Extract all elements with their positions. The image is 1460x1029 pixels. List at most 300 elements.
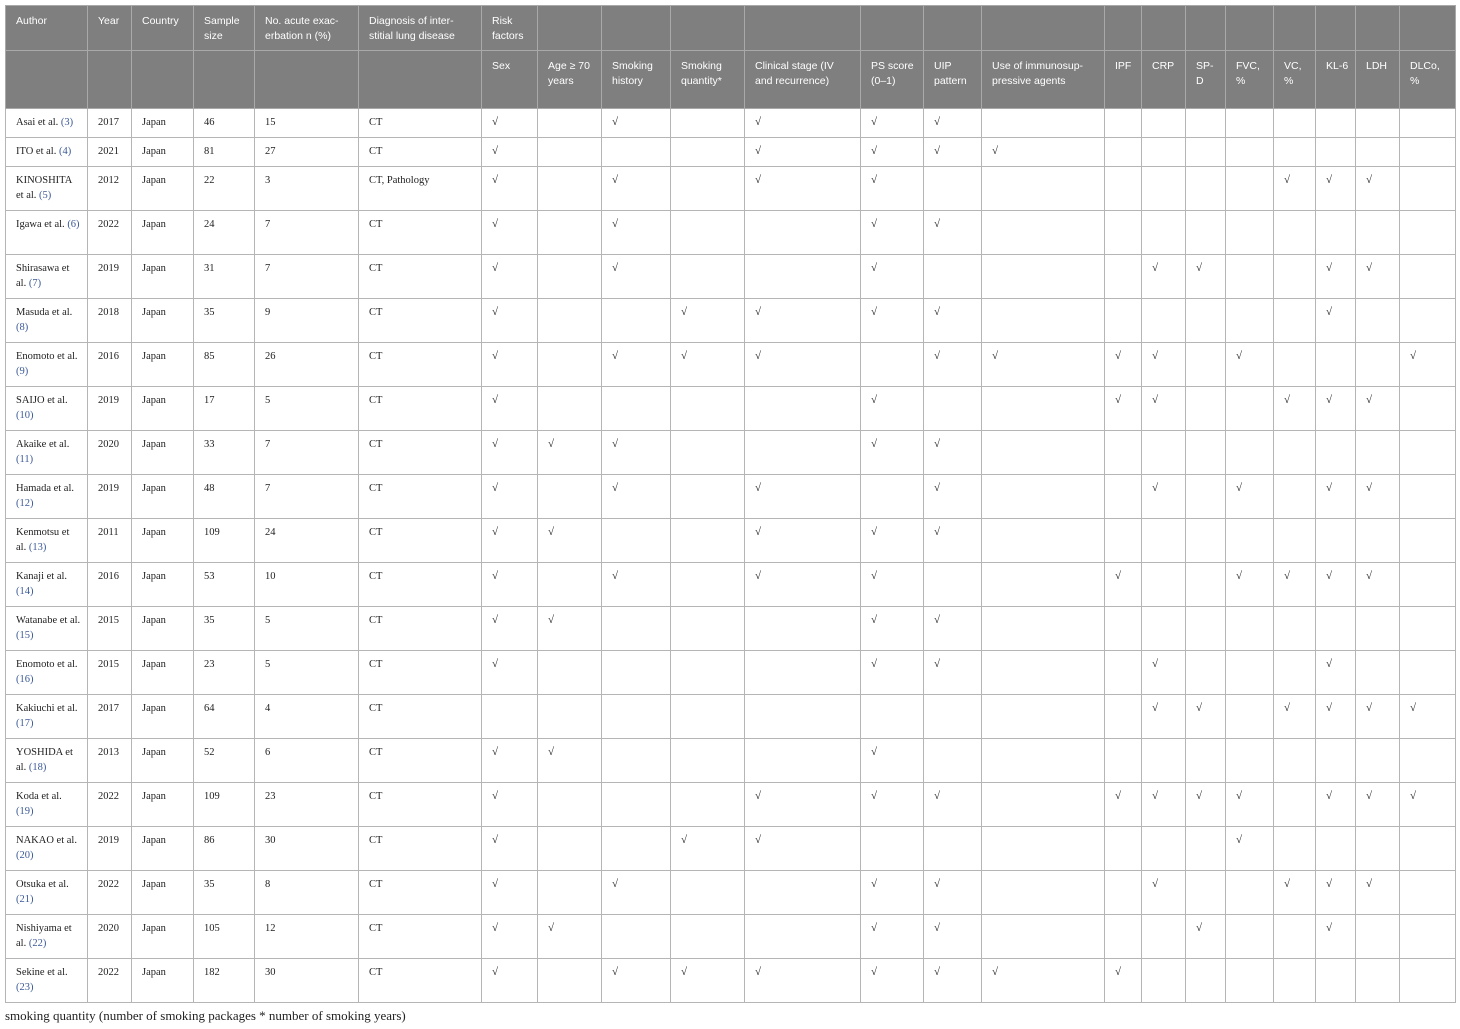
- acute-exacerbation-cell: 26: [255, 343, 359, 387]
- check-mark: √: [681, 306, 688, 318]
- header-risk-factor: IPF: [1105, 51, 1142, 109]
- header-risk-factor: SP-D: [1186, 51, 1226, 109]
- risk-factor-cell: [602, 138, 671, 167]
- sample-size-cell: 22: [194, 167, 255, 211]
- risk-factor-cell: [602, 167, 671, 211]
- diagnosis-cell: CT: [359, 138, 482, 167]
- risk-factor-cell: [1226, 695, 1274, 739]
- diagnosis-cell: CT: [359, 255, 482, 299]
- check-mark: √: [871, 116, 878, 128]
- risk-factor-cell: [745, 651, 861, 695]
- country-cell: Japan: [132, 651, 194, 695]
- check-mark: √: [871, 438, 878, 450]
- risk-factor-cell: [1186, 607, 1226, 651]
- risk-factor-cell: [1274, 109, 1316, 138]
- risk-factor-cell: [1400, 167, 1456, 211]
- risk-factor-cell: [1274, 299, 1316, 343]
- reference-link[interactable]: (9): [16, 366, 29, 377]
- risk-factor-cell: [1400, 959, 1456, 1003]
- check-mark: √: [492, 658, 499, 670]
- risk-factor-cell: [1186, 871, 1226, 915]
- acute-exacerbation-cell: 7: [255, 475, 359, 519]
- acute-exacerbation-cell: 5: [255, 387, 359, 431]
- check-mark: √: [1236, 570, 1243, 582]
- table-row: [6, 167, 1456, 211]
- risk-factor-cell: [1142, 739, 1186, 783]
- table-row: [6, 138, 1456, 167]
- risk-factor-cell: [1356, 138, 1400, 167]
- risk-factor-cell: [1186, 915, 1226, 959]
- risk-factor-cell: [1186, 959, 1226, 1003]
- risk-factor-cell: [1356, 695, 1400, 739]
- header-author: Author: [6, 6, 88, 51]
- risk-factor-cell: [1316, 915, 1356, 959]
- acute-exacerbation-cell: 8: [255, 871, 359, 915]
- author-name: Koda et al.: [16, 791, 62, 802]
- risk-factor-cell: [1400, 695, 1456, 739]
- risk-factor-cell: [602, 959, 671, 1003]
- risk-factor-cell: [1316, 651, 1356, 695]
- risk-factor-cell: [538, 299, 602, 343]
- sample-size-cell: 31: [194, 255, 255, 299]
- risk-factor-cell: [1400, 299, 1456, 343]
- risk-factor-cell: [1400, 519, 1456, 563]
- reference-link[interactable]: (4): [58, 146, 72, 157]
- author-cell: [6, 255, 88, 299]
- risk-factor-cell: [1186, 299, 1226, 343]
- sample-size-cell: 35: [194, 871, 255, 915]
- risk-factor-cell: [1226, 827, 1274, 871]
- risk-factor-cell: [982, 695, 1105, 739]
- risk-factor-cell: [1274, 211, 1316, 255]
- check-mark: √: [1196, 262, 1203, 274]
- risk-factor-cell: [924, 255, 982, 299]
- sample-size-cell: 109: [194, 519, 255, 563]
- reference-link[interactable]: (22): [28, 938, 47, 949]
- reference-link[interactable]: (17): [16, 718, 34, 729]
- author-name: Shirasawa et al.: [16, 263, 70, 289]
- author-name: Enomoto et al.: [16, 351, 78, 362]
- check-mark: √: [871, 306, 878, 318]
- risk-factor-cell: [861, 651, 924, 695]
- risk-factor-cell: [924, 827, 982, 871]
- risk-factor-cell: [1316, 739, 1356, 783]
- check-mark: √: [1152, 878, 1159, 890]
- risk-factor-cell: [482, 211, 538, 255]
- check-mark: √: [612, 438, 619, 450]
- diagnosis-cell: CT: [359, 343, 482, 387]
- author-cell: [6, 167, 88, 211]
- check-mark: √: [1196, 702, 1203, 714]
- check-mark: √: [755, 350, 762, 362]
- risk-factor-cell: [1226, 431, 1274, 475]
- reference-link[interactable]: (19): [16, 806, 34, 817]
- risk-factor-cell: [861, 109, 924, 138]
- risk-factor-cell: [1226, 871, 1274, 915]
- header-blank-cell: [745, 6, 861, 51]
- risk-factor-cell: [1316, 959, 1356, 1003]
- risk-factor-cell: [1142, 607, 1186, 651]
- risk-factor-cell: [1316, 607, 1356, 651]
- risk-factor-cell: [982, 519, 1105, 563]
- header-blank-cell: [194, 51, 255, 109]
- check-mark: √: [681, 966, 688, 978]
- reference-link[interactable]: (3): [60, 117, 74, 128]
- risk-factor-cell: [861, 871, 924, 915]
- header-risk-factor: LDH: [1356, 51, 1400, 109]
- risk-factor-cell: [1356, 651, 1400, 695]
- reference-link[interactable]: (15): [16, 630, 34, 641]
- risk-factor-cell: [538, 138, 602, 167]
- sample-size-cell: 182: [194, 959, 255, 1003]
- header-blank-cell: [1274, 6, 1316, 51]
- sample-size-cell: 109: [194, 783, 255, 827]
- check-mark: √: [1284, 174, 1291, 186]
- risk-factor-cell: [482, 519, 538, 563]
- acute-exacerbation-cell: 27: [255, 138, 359, 167]
- author-name: KINOSHITA et al.: [16, 175, 72, 201]
- check-mark: √: [492, 526, 499, 538]
- diagnosis-cell: CT: [359, 109, 482, 138]
- risk-factor-cell: [1274, 651, 1316, 695]
- risk-factor-cell: [538, 739, 602, 783]
- check-mark: √: [612, 116, 619, 128]
- risk-factor-cell: [671, 519, 745, 563]
- risk-factor-cell: [924, 299, 982, 343]
- reference-link[interactable]: (21): [16, 894, 34, 905]
- risk-factor-cell: [1356, 343, 1400, 387]
- check-mark: √: [492, 746, 499, 758]
- check-mark: √: [1152, 658, 1159, 670]
- risk-factor-cell: [1186, 343, 1226, 387]
- risk-factor-cell: [861, 387, 924, 431]
- header-risk-factor: Smoking quantity*: [671, 51, 745, 109]
- header-row-top: [6, 6, 1456, 51]
- risk-factor-cell: [602, 109, 671, 138]
- risk-factor-cell: [982, 871, 1105, 915]
- check-mark: √: [492, 966, 499, 978]
- check-mark: √: [492, 438, 499, 450]
- reference-link[interactable]: (13): [28, 542, 47, 553]
- reference-link[interactable]: (5): [39, 190, 52, 201]
- risk-factor-cell: [1316, 475, 1356, 519]
- risk-factor-cell: [538, 387, 602, 431]
- header-blank-cell: [6, 51, 88, 109]
- risk-factor-cell: [924, 519, 982, 563]
- risk-factor-cell: [1356, 475, 1400, 519]
- risk-factor-cell: [1142, 255, 1186, 299]
- author-cell: [6, 915, 88, 959]
- risk-factor-cell: [1186, 739, 1226, 783]
- year-cell: 2011: [88, 519, 132, 563]
- risk-factor-cell: [1400, 431, 1456, 475]
- risk-factor-cell: [924, 475, 982, 519]
- table-row: [6, 915, 1456, 959]
- sample-size-cell: 81: [194, 138, 255, 167]
- risk-factor-cell: [1142, 167, 1186, 211]
- author-cell: [6, 431, 88, 475]
- risk-factor-cell: [745, 387, 861, 431]
- reference-link[interactable]: (6): [67, 219, 80, 230]
- risk-factor-cell: [602, 431, 671, 475]
- risk-factor-cell: [1105, 959, 1142, 1003]
- risk-factor-cell: [1186, 109, 1226, 138]
- author-cell: [6, 563, 88, 607]
- acute-exacerbation-cell: 4: [255, 695, 359, 739]
- risk-factor-cell: [602, 519, 671, 563]
- acute-exacerbation-cell: 3: [255, 167, 359, 211]
- reference-link[interactable]: (10): [16, 410, 34, 421]
- risk-factor-cell: [1316, 871, 1356, 915]
- check-mark: √: [1410, 790, 1417, 802]
- risk-factor-cell: [671, 109, 745, 138]
- check-mark: √: [548, 438, 555, 450]
- reference-link[interactable]: (12): [16, 498, 34, 509]
- author-cell: [6, 739, 88, 783]
- country-cell: Japan: [132, 739, 194, 783]
- author-name: Asai et al.: [16, 117, 61, 128]
- year-cell: 2021: [88, 138, 132, 167]
- risk-factor-cell: [1400, 563, 1456, 607]
- country-cell: Japan: [132, 167, 194, 211]
- risk-factor-cell: [861, 959, 924, 1003]
- check-mark: √: [612, 878, 619, 890]
- risk-factor-cell: [982, 915, 1105, 959]
- header-risk-factor: PS score (0–1): [861, 51, 924, 109]
- risk-factor-cell: [1142, 695, 1186, 739]
- header-blank-cell: [538, 6, 602, 51]
- risk-factor-cell: [1186, 255, 1226, 299]
- risk-factor-cell: [1400, 109, 1456, 138]
- risk-factor-cell: [1186, 563, 1226, 607]
- risk-factor-cell: [1316, 167, 1356, 211]
- diagnosis-cell: CT: [359, 915, 482, 959]
- year-cell: 2017: [88, 109, 132, 138]
- risk-factor-cell: [982, 651, 1105, 695]
- table-row: [6, 827, 1456, 871]
- check-mark: √: [1366, 262, 1373, 274]
- sample-size-cell: 23: [194, 651, 255, 695]
- risk-factor-cell: [924, 695, 982, 739]
- check-mark: √: [1366, 174, 1373, 186]
- risk-factor-cell: [671, 299, 745, 343]
- risk-factor-cell: [1274, 167, 1316, 211]
- check-mark: √: [1152, 394, 1159, 406]
- acute-exacerbation-cell: 7: [255, 431, 359, 475]
- risk-factor-cell: [1105, 431, 1142, 475]
- check-mark: √: [1236, 482, 1243, 494]
- risk-factor-cell: [1142, 519, 1186, 563]
- reference-link[interactable]: (11): [16, 454, 34, 465]
- risk-factor-cell: [924, 651, 982, 695]
- check-mark: √: [992, 966, 999, 978]
- reference-link[interactable]: (18): [28, 762, 47, 773]
- check-mark: √: [1115, 966, 1122, 978]
- author-cell: [6, 651, 88, 695]
- risk-factor-cell: [1186, 431, 1226, 475]
- check-mark: √: [871, 878, 878, 890]
- check-mark: √: [934, 658, 941, 670]
- risk-factor-cell: [1105, 563, 1142, 607]
- check-mark: √: [492, 922, 499, 934]
- risk-factor-cell: [482, 299, 538, 343]
- risk-factor-cell: [482, 167, 538, 211]
- check-mark: √: [1326, 482, 1333, 494]
- risk-factor-cell: [482, 739, 538, 783]
- risk-factor-cell: [1356, 519, 1400, 563]
- risk-factor-cell: [924, 959, 982, 1003]
- risk-factor-cell: [1356, 739, 1400, 783]
- table-row: [6, 255, 1456, 299]
- check-mark: √: [1196, 922, 1203, 934]
- sample-size-cell: 17: [194, 387, 255, 431]
- header-risk-factor: Clinical stage (IV and recurrence): [745, 51, 861, 109]
- check-mark: √: [492, 790, 499, 802]
- risk-factor-cell: [861, 431, 924, 475]
- risk-factor-cell: [861, 255, 924, 299]
- risk-factor-cell: [1316, 695, 1356, 739]
- country-cell: Japan: [132, 475, 194, 519]
- acute-exacerbation-cell: 10: [255, 563, 359, 607]
- risk-factor-cell: [1274, 475, 1316, 519]
- risk-factor-cell: [1105, 138, 1142, 167]
- acute-exacerbation-cell: 6: [255, 739, 359, 783]
- header-blank-cell: [982, 6, 1105, 51]
- check-mark: √: [934, 482, 941, 494]
- risk-factor-cell: [1226, 783, 1274, 827]
- check-mark: √: [871, 790, 878, 802]
- sample-size-cell: 48: [194, 475, 255, 519]
- check-mark: √: [1152, 262, 1159, 274]
- check-mark: √: [612, 966, 619, 978]
- header-blank-cell: [671, 6, 745, 51]
- author-name: Nishiyama et al.: [16, 923, 72, 949]
- risk-factor-cell: [1226, 607, 1274, 651]
- header-blank-cell: [132, 51, 194, 109]
- country-cell: Japan: [132, 431, 194, 475]
- check-mark: √: [492, 350, 499, 362]
- risk-factor-cell: [1186, 211, 1226, 255]
- diagnosis-cell: CT: [359, 871, 482, 915]
- risk-factor-cell: [602, 827, 671, 871]
- risk-factor-cell: [482, 563, 538, 607]
- check-mark: √: [934, 922, 941, 934]
- acute-exacerbation-cell: 24: [255, 519, 359, 563]
- risk-factor-cell: [1316, 827, 1356, 871]
- header-blank-cell: [255, 51, 359, 109]
- risk-factor-cell: [671, 739, 745, 783]
- check-mark: √: [934, 878, 941, 890]
- risk-factor-cell: [538, 519, 602, 563]
- risk-factor-cell: [1316, 783, 1356, 827]
- risk-factor-cell: [1274, 827, 1316, 871]
- diagnosis-cell: CT: [359, 607, 482, 651]
- check-mark: √: [755, 526, 762, 538]
- risk-factor-cell: [982, 475, 1105, 519]
- risk-factor-cell: [1186, 651, 1226, 695]
- risk-factor-cell: [671, 475, 745, 519]
- risk-factor-cell: [861, 138, 924, 167]
- country-cell: Japan: [132, 915, 194, 959]
- author-cell: [6, 343, 88, 387]
- header-risk-factor: KL-6: [1316, 51, 1356, 109]
- risk-factor-cell: [1400, 739, 1456, 783]
- risk-factor-cell: [538, 109, 602, 138]
- check-mark: √: [1326, 262, 1333, 274]
- country-cell: Japan: [132, 387, 194, 431]
- risk-factor-cell: [1186, 167, 1226, 211]
- risk-factor-cell: [1356, 915, 1400, 959]
- reference-link[interactable]: (7): [28, 278, 42, 289]
- check-mark: √: [1326, 658, 1333, 670]
- country-cell: Japan: [132, 255, 194, 299]
- author-cell: [6, 871, 88, 915]
- diagnosis-cell: CT: [359, 783, 482, 827]
- check-mark: √: [934, 438, 941, 450]
- check-mark: √: [934, 218, 941, 230]
- reference-link[interactable]: (23): [16, 982, 34, 993]
- check-mark: √: [492, 394, 499, 406]
- header-risk-factor: FVC, %: [1226, 51, 1274, 109]
- sample-size-cell: 105: [194, 915, 255, 959]
- risk-factor-cell: [602, 255, 671, 299]
- risk-factor-cell: [1142, 343, 1186, 387]
- risk-factor-cell: [538, 695, 602, 739]
- reference-link[interactable]: (20): [16, 850, 34, 861]
- risk-factor-cell: [482, 343, 538, 387]
- risk-factor-cell: [671, 827, 745, 871]
- reference-link[interactable]: (8): [16, 322, 29, 333]
- risk-factor-cell: [1105, 109, 1142, 138]
- risk-factor-cell: [602, 871, 671, 915]
- table-row: [6, 607, 1456, 651]
- risk-factor-cell: [1226, 651, 1274, 695]
- risk-factor-cell: [1186, 387, 1226, 431]
- check-mark: √: [871, 570, 878, 582]
- table-row: [6, 387, 1456, 431]
- risk-factor-cell: [1186, 138, 1226, 167]
- check-mark: √: [681, 834, 688, 846]
- risk-factor-cell: [1226, 211, 1274, 255]
- check-mark: √: [548, 614, 555, 626]
- check-mark: √: [1236, 350, 1243, 362]
- risk-factor-cell: [1356, 387, 1400, 431]
- header-blank-cell: [1105, 6, 1142, 51]
- risk-factor-cell: [1316, 563, 1356, 607]
- risk-factor-cell: [1356, 959, 1400, 1003]
- reference-link[interactable]: (16): [16, 674, 34, 685]
- risk-factor-cell: [1186, 475, 1226, 519]
- risk-factor-cell: [671, 211, 745, 255]
- table-row: [6, 783, 1456, 827]
- risk-factor-cell: [861, 343, 924, 387]
- risk-factor-cell: [538, 475, 602, 519]
- risk-factor-cell: [861, 915, 924, 959]
- risk-factor-cell: [1226, 915, 1274, 959]
- risk-factor-cell: [861, 827, 924, 871]
- table-row: [6, 563, 1456, 607]
- risk-factor-cell: [745, 167, 861, 211]
- risk-factor-cell: [745, 695, 861, 739]
- table-row: [6, 695, 1456, 739]
- reference-link[interactable]: (14): [16, 586, 34, 597]
- country-cell: Japan: [132, 959, 194, 1003]
- risk-factor-cell: [1105, 387, 1142, 431]
- header-sample-size: Sample size: [194, 6, 255, 51]
- risk-factor-cell: [924, 109, 982, 138]
- check-mark: √: [1196, 790, 1203, 802]
- risk-factor-cell: [538, 343, 602, 387]
